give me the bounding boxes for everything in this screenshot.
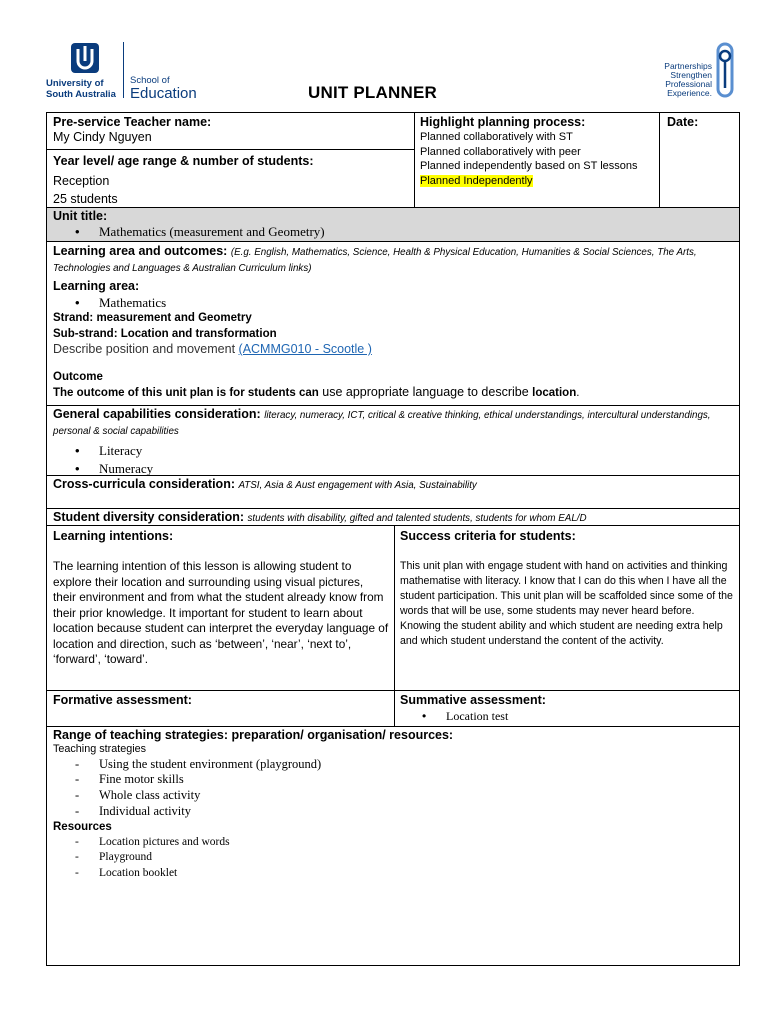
resource-item: - Location booklet [53, 866, 733, 882]
summative-assessment-cell [400, 693, 736, 725]
outcome-label: Outcome [53, 371, 103, 383]
general-capabilities-cell [53, 407, 733, 478]
planning-option: Planned independently based on ST lessons [420, 160, 638, 172]
unit-title-label: Unit title: [53, 209, 108, 223]
partnerships-tagline: Partnerships Strengthen Professional Experience. [664, 61, 712, 98]
date-label: Date: [667, 115, 699, 129]
teacher-name-label: Pre-service Teacher name: [53, 115, 212, 129]
learning-area-cell [53, 244, 733, 401]
success-criteria-cell [400, 529, 736, 649]
describe-text: Describe position and movement [53, 342, 236, 356]
learning-area-hint: (E.g. English, Mathematics, Science, Health & Physical Education, Humanities & Social Sciences, The Arts, Technologies and Languages & Australian Curriculum links) [53, 247, 697, 274]
planning-option-selected: Planned Independently [420, 174, 533, 187]
unit-title-cell [53, 209, 733, 240]
capability-item: • Literacy [53, 442, 733, 460]
logo-divider [123, 42, 124, 98]
student-count-value: 25 students [53, 192, 118, 206]
resource-item: - Playground [53, 850, 733, 866]
strategy-item: - Individual activity [53, 804, 733, 820]
unisa-crest-icon [68, 40, 102, 76]
student-diversity-label: Student diversity consideration: [53, 510, 245, 524]
student-diversity-hint: students with disability, gifted and talented students, students for whom EAL/D [247, 513, 587, 524]
resources-label: Resources [53, 820, 112, 833]
cross-curricula-cell [53, 477, 733, 493]
capability-item: • Numeracy [53, 460, 733, 478]
strand-text: Strand: measurement and Geometry [53, 312, 252, 324]
cross-curricula-label: Cross-curricula consideration: [53, 477, 235, 491]
general-capabilities-hint: literacy, numeracy, ICT, critical & creative thinking, ethical understandings, intercultural understandings, personal & social capabilities [53, 410, 711, 437]
planning-option: Planned collaboratively with ST [420, 131, 573, 143]
resource-item: - Location pictures and words [53, 835, 733, 851]
summative-item: • Location test [400, 708, 736, 725]
cross-curricula-hint: ATSI, Asia & Aust engagement with Asia, Sustainability [238, 480, 477, 491]
learning-intentions-label: Learning intentions: [53, 529, 174, 543]
formative-assessment-label: Formative assessment: [53, 693, 192, 707]
learning-area-item: • Mathematics [53, 294, 733, 311]
success-criteria-label: Success criteria for students: [400, 529, 576, 543]
page-title: UNIT PLANNER [308, 83, 437, 102]
planning-option: Planned collaboratively with peer [420, 145, 581, 158]
scootle-link[interactable]: (ACMMG010 - Scootle ) [238, 342, 372, 356]
planning-process-label: Highlight planning process: [420, 115, 586, 129]
learning-area-label: Learning area: [53, 279, 140, 293]
unisa-logo [46, 40, 206, 102]
teacher-name-value: My Cindy Nguyen [53, 130, 152, 144]
student-diversity-cell [53, 510, 733, 526]
partnerships-logo [640, 40, 740, 102]
university-name: University of South Australia [46, 78, 116, 100]
teaching-strategies-cell [53, 728, 733, 881]
planning-process-cell [420, 115, 656, 188]
unit-title-value: • Mathematics (measurement and Geometry) [53, 224, 733, 240]
teaching-strategies-label: Teaching strategies [53, 743, 147, 755]
learning-intentions-text: The learning intention of this lesson is allowing student to explore their location and surrounding using visual pictures, their environment and from what the student already know from their prior knowledge. It important for student to learn about location because student can interpret the everyday language of location and direction, such as ‘between’, ‘near’, ‘next to’, ‘forward’, ‘toward’. [53, 559, 389, 666]
formative-assessment-cell [53, 693, 389, 708]
unit-planner-table [46, 112, 740, 966]
teacher-name-cell [53, 115, 408, 145]
teaching-strategies-heading: Range of teaching strategies: preparation/ organisation/ resources: [53, 728, 454, 742]
learning-intentions-cell [53, 529, 389, 668]
date-cell [667, 115, 737, 130]
summative-assessment-label: Summative assessment: [400, 693, 546, 707]
school-name: School of Education [130, 75, 197, 102]
outcome-text: The outcome of this unit plan is for students can use appropriate language to describe location. [53, 385, 580, 399]
sub-strand-text: Sub-strand: Location and transformation [53, 327, 277, 340]
strategy-item: - Using the student environment (playground) [53, 757, 733, 773]
strategy-item: - Fine motor skills [53, 772, 733, 788]
year-level-value: Reception [53, 174, 110, 188]
learning-area-outcomes-label: Learning area and outcomes: [53, 244, 228, 258]
year-level-label: Year level/ age range & number of students: [53, 154, 314, 168]
success-criteria-text: This unit plan with engage student with hand on activities and thinking mathematise with literacy. I know that I can do this when I have all the student participation. This unit plan will be scaffolded since some of the words that will be use, some students may never heard before. Knowing the student ability and which student are needing extra help and which student understand the content of the activity. [400, 560, 733, 647]
year-level-cell [53, 154, 408, 208]
partnerships-mark-icon [714, 42, 736, 98]
general-capabilities-label: General capabilities consideration: [53, 407, 261, 421]
strategy-item: - Whole class activity [53, 788, 733, 804]
